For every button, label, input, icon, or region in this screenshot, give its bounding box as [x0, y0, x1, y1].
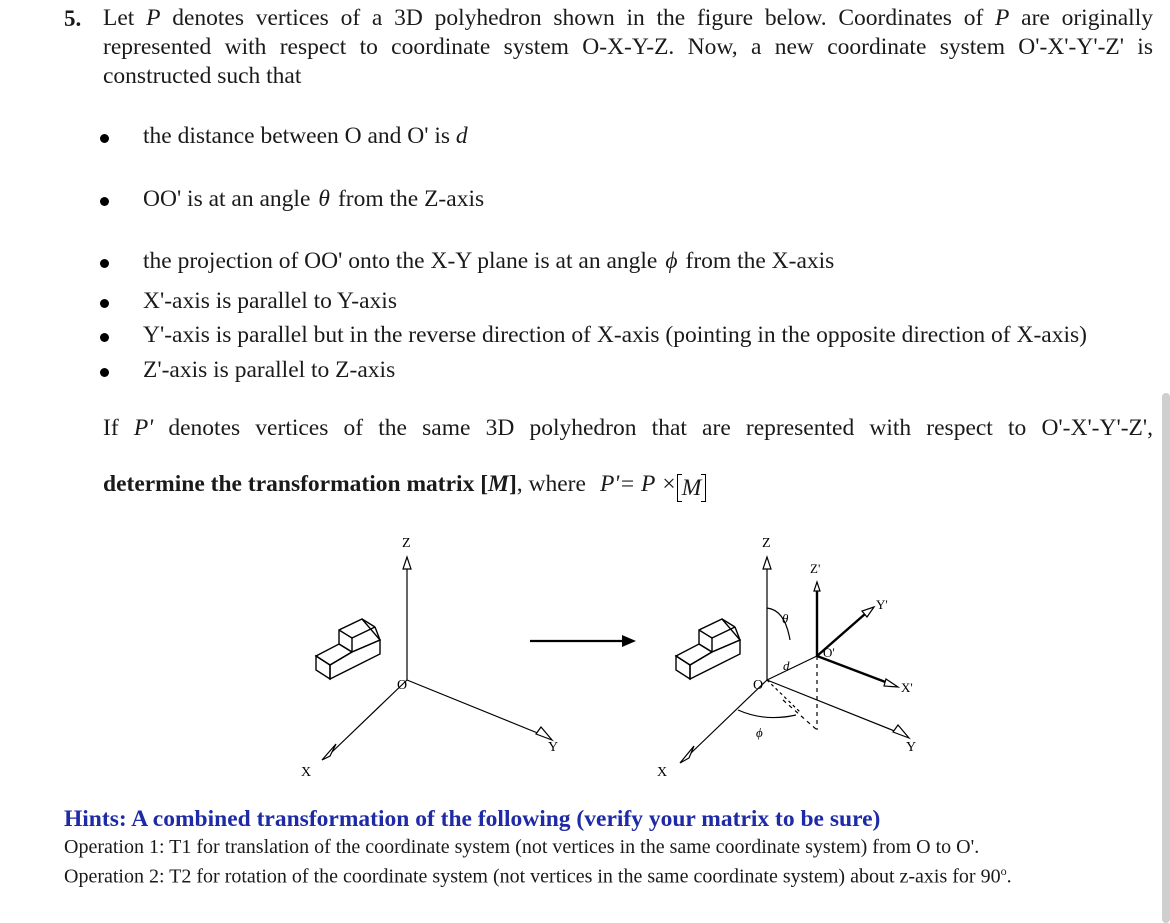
- if-b: denotes vertices of the same 3D polyhedron that are represented with respect to O'-X'-Y'-Z',: [153, 415, 1153, 441]
- left-o-label: O: [397, 678, 408, 693]
- xprime-arrowhead: [884, 679, 898, 687]
- right-y-label: Y: [906, 740, 917, 755]
- oo-prime-line: [767, 656, 817, 680]
- right-z-arrowhead: [763, 557, 771, 569]
- left-y-arrowhead: [536, 727, 552, 740]
- bullet-text: the distance between O and O' is: [143, 123, 456, 149]
- right-y-axis: [767, 680, 897, 732]
- left-x-axis: [332, 680, 407, 752]
- bullet-text: Z'-axis is parallel to Z-axis: [143, 357, 396, 383]
- question-number: 5.: [64, 6, 82, 31]
- right-polyhedron: [676, 619, 740, 679]
- right-x-arrowhead: [680, 746, 694, 763]
- intro-b: denotes vertices of a 3D polyhedron shown in the figure below. Coordinates of: [160, 5, 996, 31]
- bullet-text: OO' is at an angle: [143, 186, 311, 212]
- left-z-label: Z: [402, 536, 411, 551]
- left-x-label: X: [301, 765, 312, 780]
- d-label: d: [783, 658, 790, 673]
- left-y-label: Y: [548, 740, 559, 755]
- phi-label: ϕ: [756, 725, 763, 740]
- yprime-label: Y': [876, 597, 888, 612]
- intro-a: Let: [103, 5, 147, 31]
- theta-label: θ: [782, 611, 789, 626]
- xprime-axis: [817, 656, 888, 683]
- bullet-text-post: from the X-axis: [685, 248, 835, 274]
- determine-bold-a: determine the transformation matrix [: [103, 471, 489, 497]
- hints-title: Hints: A combined transformation of the following (verify your matrix to be sure): [64, 806, 881, 832]
- left-x-arrowhead: [322, 744, 336, 760]
- phi-arc: [738, 710, 796, 718]
- intro-p2: P: [995, 5, 1010, 31]
- if-a: If: [103, 415, 134, 441]
- determine-bold-b: ]: [508, 471, 517, 497]
- hint-operation-2: [64, 859, 1012, 890]
- left-polyhedron: [316, 619, 380, 679]
- oprime-label: O': [823, 645, 835, 660]
- right-y-arrowhead: [893, 725, 909, 738]
- zprime-arrowhead: [814, 582, 820, 591]
- hint-op2-end: .: [1006, 865, 1012, 888]
- left-z-arrowhead: [403, 557, 411, 569]
- projection-line: [767, 680, 800, 712]
- bullet-symbol: ϕ: [665, 248, 678, 274]
- right-x-label: X: [657, 765, 668, 780]
- projection-dash: [783, 700, 817, 730]
- right-diagram: [676, 557, 909, 763]
- xprime-label: X': [901, 680, 913, 695]
- equation: P'= P ×: [599, 471, 677, 497]
- left-y-axis: [407, 680, 540, 734]
- determine-rest: , where: [516, 471, 586, 497]
- degree-superscript: o: [1000, 864, 1007, 878]
- determine-m: M: [488, 471, 509, 497]
- hint-op2-text: Operation 2: T2 for rotation of the coordinate system (not vertices in the same coordinate system) about z-axis for 90: [64, 865, 1001, 888]
- bullet-text: Y'-axis is parallel but in the reverse direction of X-axis (pointing in the opposite direction of X-axis): [143, 322, 1087, 348]
- if-p: P': [133, 415, 154, 441]
- vertical-scrollbar[interactable]: [1162, 393, 1170, 923]
- intro-c: are originally represented with respect to coordinate system O-X-Y-Z. Now, a new coordinate system O'-X'-Y'-Z' is constructed such that: [103, 5, 1153, 89]
- bullet-text-post: from the Z-axis: [337, 186, 485, 212]
- bullet-symbol: θ: [318, 186, 330, 212]
- matrix-bracket: M: [677, 474, 707, 502]
- right-z-label: Z: [762, 536, 771, 551]
- left-diagram: [316, 557, 552, 760]
- bullet-text: X'-axis is parallel to Y-axis: [143, 288, 397, 314]
- transform-arrow: [530, 635, 636, 647]
- intro-p1: P: [146, 5, 161, 31]
- zprime-label: Z': [810, 561, 821, 576]
- bullet-symbol: d: [455, 123, 468, 149]
- right-o-label: O: [753, 678, 764, 693]
- bullet-text: the projection of OO' onto the X-Y plane is at an angle: [143, 248, 658, 274]
- hint-operation-1: Operation 1: T1 for translation of the coordinate system (not vertices in the same coordinate system) from O to O'.: [64, 836, 980, 858]
